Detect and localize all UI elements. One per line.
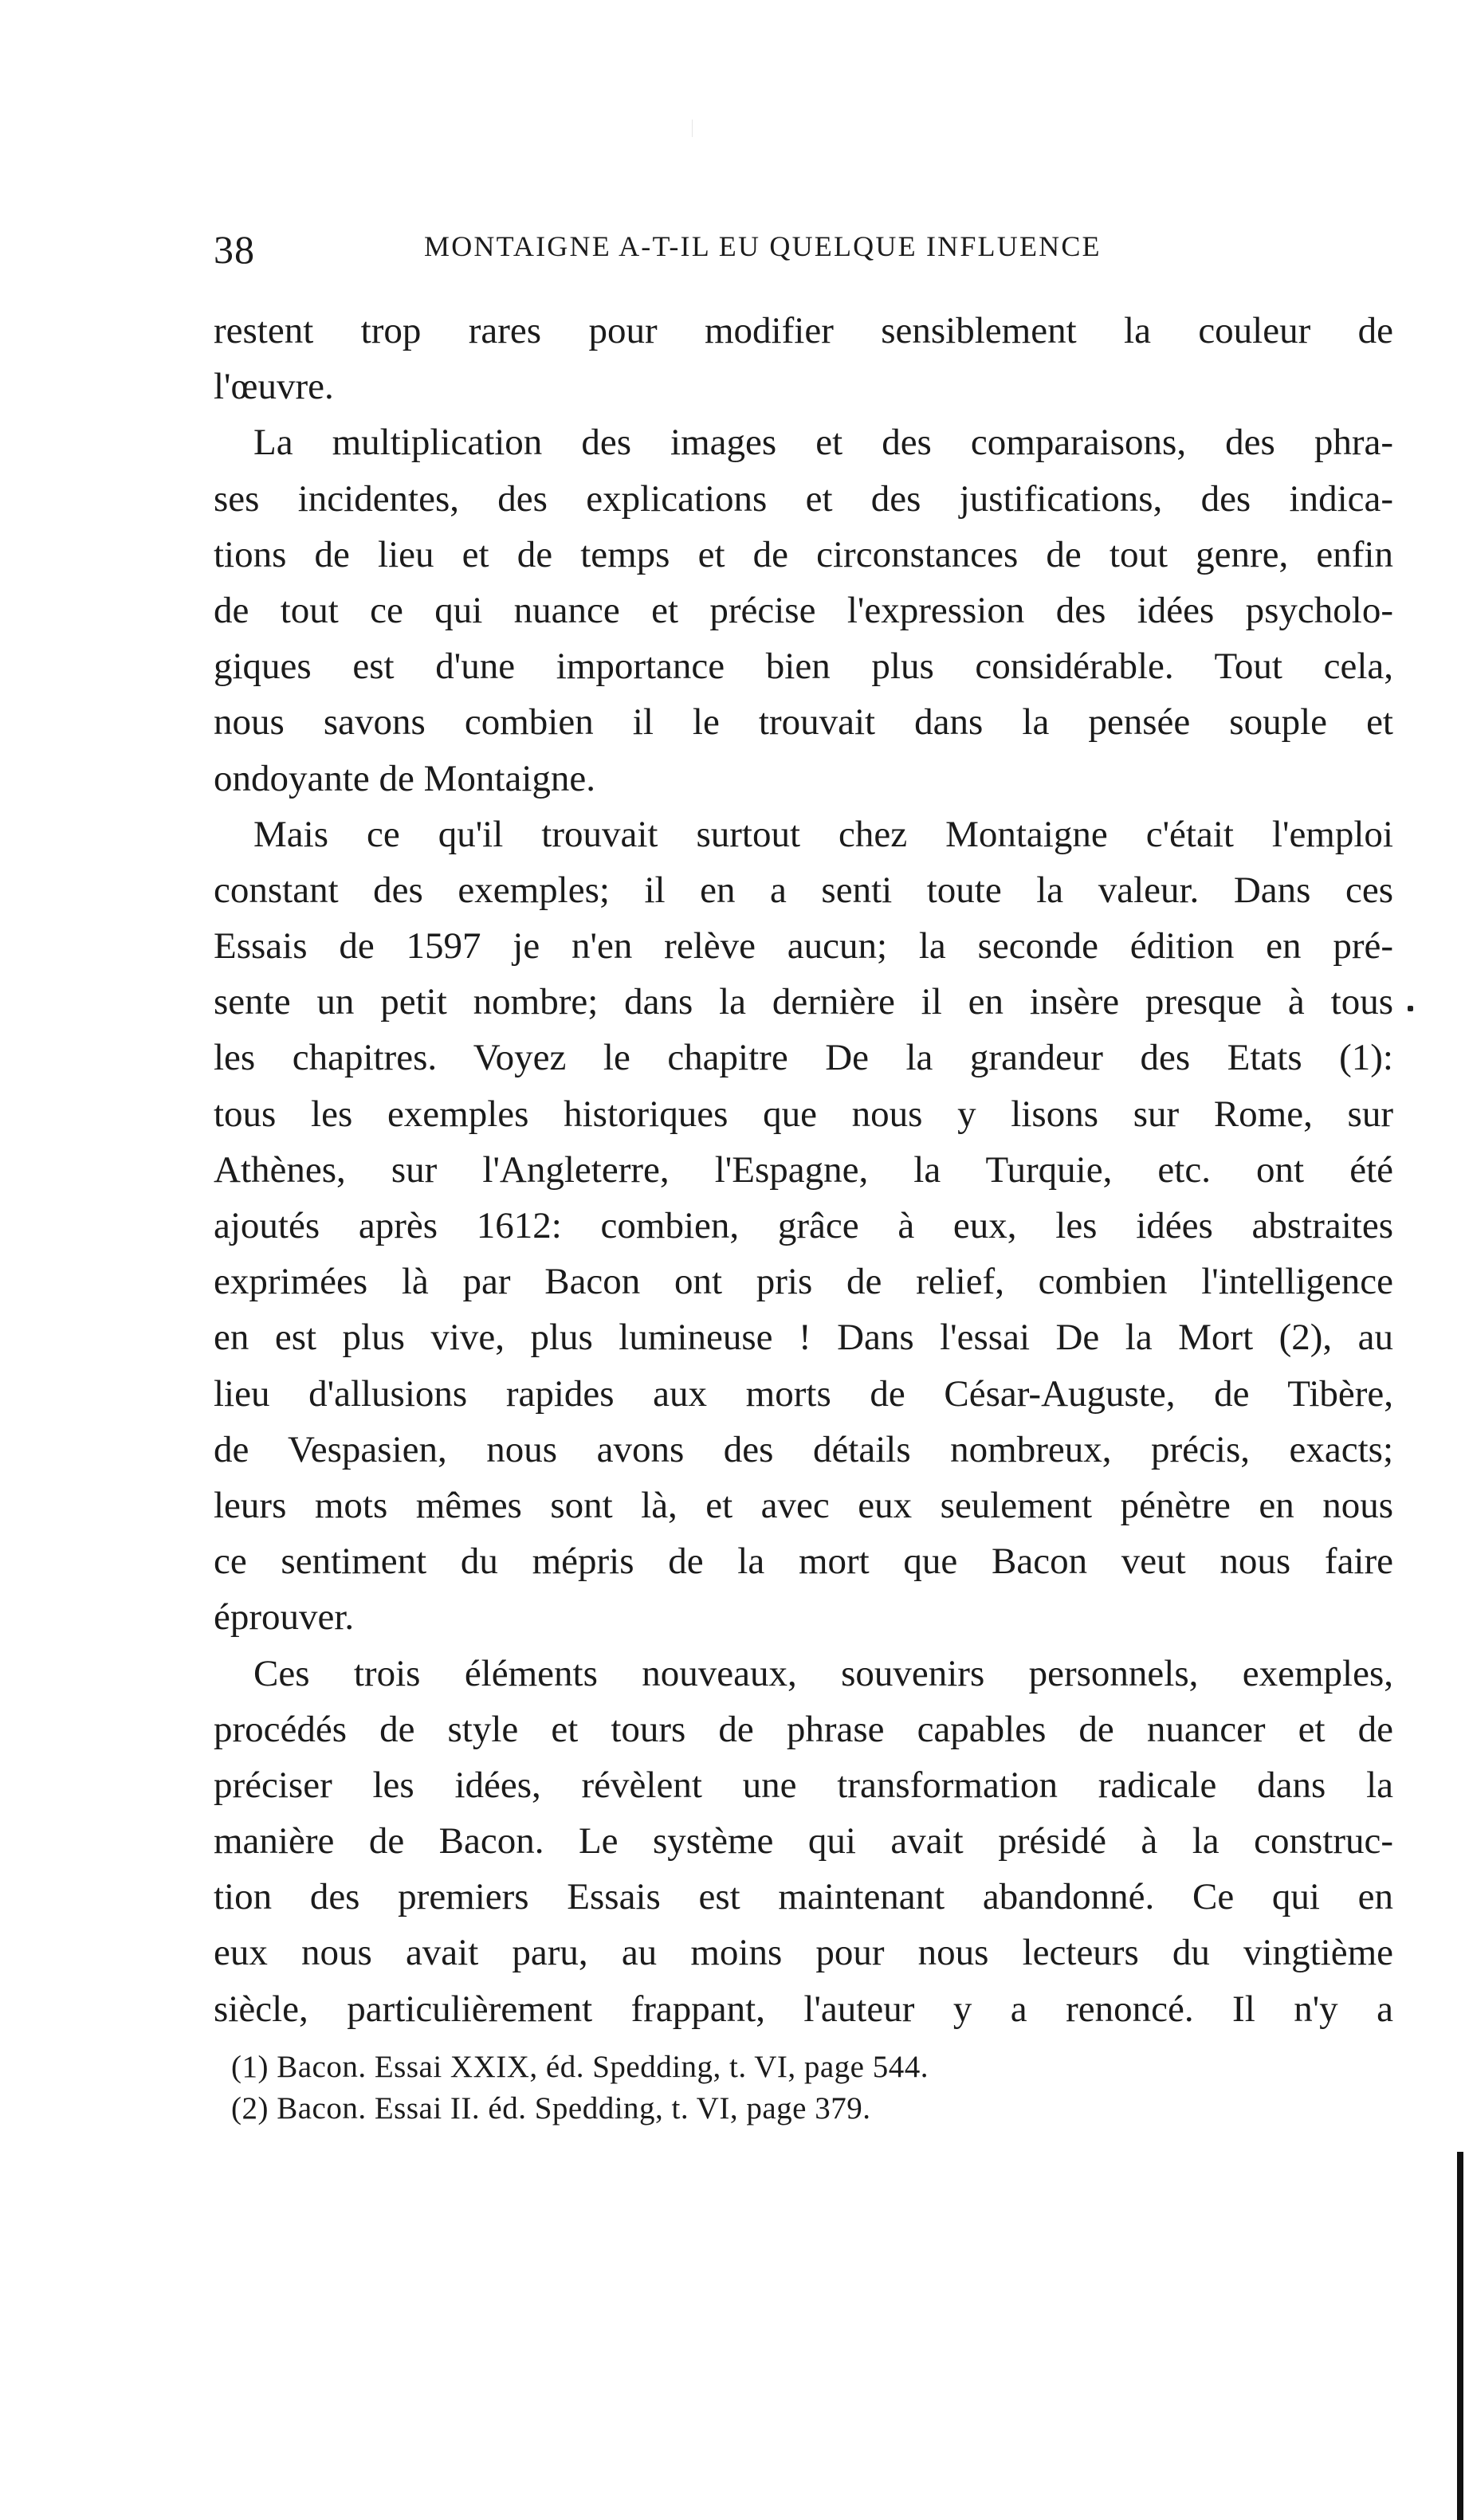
text-line: tion des premiers Essais est maintenant abandonné. Ce qui en — [214, 1876, 1393, 1918]
paragraph-start-line: La multiplication des images et des comparaisons, des phra- — [253, 422, 1393, 464]
text-line: les chapitres. Voyez le chapitre De la grandeur des Etats (1): — [214, 1037, 1393, 1079]
scan-mark — [692, 120, 693, 137]
running-title: MONTAIGNE A-T-IL EU QUELQUE INFLUENCE — [424, 230, 1102, 262]
text-line: constant des exemples; il en a senti toute la valeur. Dans ces — [214, 869, 1393, 911]
text-line: procédés de style et tours de phrase capables de nuancer et de — [214, 1708, 1393, 1750]
text-line: exprimées là par Bacon ont pris de relief, combien l'intelligence — [214, 1261, 1393, 1303]
text-line: ses incidentes, des explications et des justifications, des indica- — [214, 477, 1393, 520]
text-line: manière de Bacon. Le système qui avait présidé à la construc- — [214, 1820, 1393, 1863]
text-line: ondoyante de Montaigne. — [214, 757, 596, 799]
text-line: siècle, particulièrement frappant, l'auteur y a renoncé. Il n'y a — [214, 1988, 1393, 2030]
footnote-1: (1) Bacon. Essai XXIX, éd. Spedding, t. VI, page 544. — [231, 2050, 929, 2084]
text-line: en est plus vive, plus lumineuse ! Dans l'essai De la Mort (2), au — [214, 1317, 1393, 1359]
body-text — [214, 303, 1393, 2037]
text-line: nous savons combien il le trouvait dans la pensée souple et — [214, 701, 1393, 744]
text-line: giques est d'une importance bien plus considérable. Tout cela, — [214, 646, 1393, 688]
paragraph-start-line: Ces trois éléments nouveaux, souvenirs personnels, exemples, — [253, 1652, 1393, 1694]
text-line: restent trop rares pour modifier sensiblement la couleur de — [214, 310, 1393, 351]
text-line: tions de lieu et de temps et de circonstances de tout genre, enfin — [214, 533, 1393, 575]
text-line: Essais de 1597 je n'en relève aucun; la seconde édition en pré- — [214, 925, 1393, 968]
paragraph-start-line: Mais ce qu'il trouvait surtout chez Montaigne c'était l'emploi — [253, 813, 1393, 855]
text-line: éprouver. — [214, 1596, 355, 1639]
scan-speck — [1408, 1006, 1413, 1011]
text-line: l'œuvre. — [214, 366, 334, 408]
text-line: de Vespasien, nous avons des détails nombreux, précis, exacts; — [214, 1428, 1393, 1470]
text-line: lieu d'allusions rapides aux morts de César-Auguste, de Tibère, — [214, 1372, 1393, 1415]
scan-edge-shadow — [1457, 2152, 1463, 2520]
text-line: de tout ce qui nuance et précise l'expression des idées psycholo- — [214, 589, 1393, 631]
text-line: Athènes, sur l'Angleterre, l'Espagne, la Turquie, etc. ont été — [214, 1148, 1393, 1191]
page-number: 38 — [214, 227, 255, 272]
text-line: ce sentiment du mépris de la mort que Bacon veut nous faire — [214, 1541, 1393, 1583]
footnotes — [231, 2047, 1188, 2129]
text-line: sente un petit nombre; dans la dernière il en insère presque à tous — [214, 981, 1393, 1023]
text-line: ajoutés après 1612: combien, grâce à eux, les idées abstraites — [214, 1205, 1393, 1246]
footnote-2: (2) Bacon. Essai II. éd. Spedding, t. VI, page 379. — [231, 2091, 871, 2126]
text-line: préciser les idées, révèlent une transformation radicale dans la — [214, 1764, 1393, 1806]
text-line: leurs mots mêmes sont là, et avec eux seulement pénètre en nous — [214, 1484, 1393, 1526]
text-line: tous les exemples historiques que nous y lisons sur Rome, sur — [214, 1093, 1393, 1135]
text-line: eux nous avait paru, au moins pour nous lecteurs du vingtième — [214, 1932, 1393, 1974]
running-head — [214, 222, 1393, 277]
